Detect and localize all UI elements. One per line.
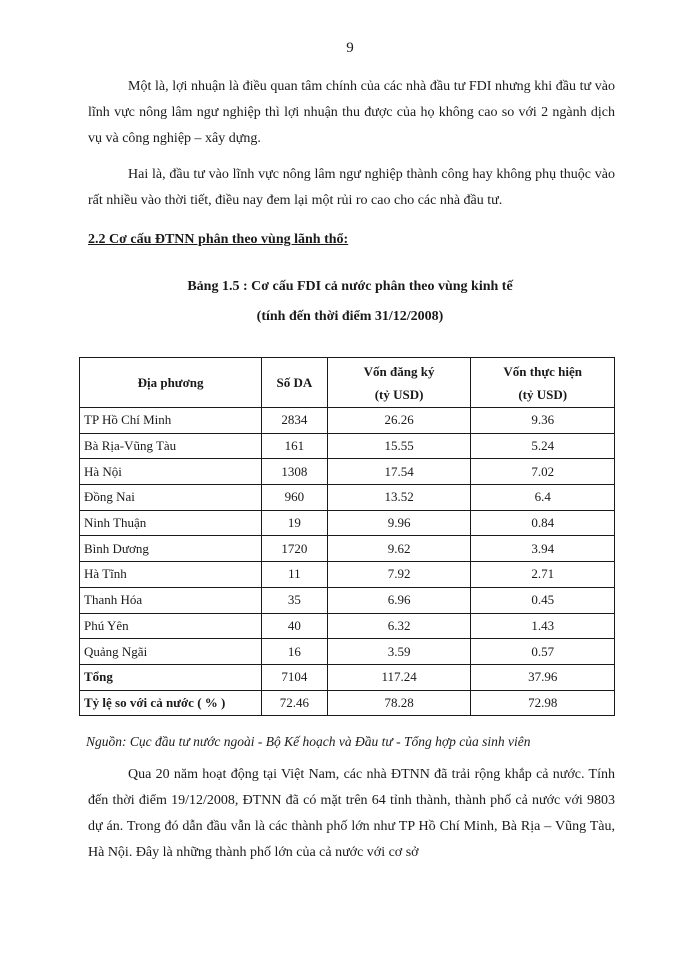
cell-place: Thanh Hóa [80, 587, 262, 613]
cell-place: Phú Yên [80, 613, 262, 639]
header-registered-line1: Vốn đăng ký [363, 363, 435, 379]
cell-registered: 117.24 [327, 664, 471, 690]
table-row [80, 485, 615, 511]
header-registered [327, 358, 471, 408]
paragraph-profit: Một là, lợi nhuận là điều quan tâm chính của các nhà đầu tư FDI nhưng khi đầu tư vào lĩnh vực nông lâm ngư nghiệp thì lợi nhuận thu được của họ không cao so với 2 ngành dịch vụ và công nghiệp – xây dựng. [88, 79, 615, 146]
cell-projects: 35 [262, 587, 328, 613]
table-row [80, 459, 615, 485]
table-row [80, 408, 615, 434]
cell-implemented: 0.84 [471, 510, 615, 536]
cell-implemented: 6.4 [471, 485, 615, 511]
table-row [80, 690, 615, 716]
cell-implemented: 9.36 [471, 408, 615, 434]
cell-projects: 7104 [262, 664, 328, 690]
table-subtitle: (tính đến thời điểm 31/12/2008) [256, 309, 444, 324]
cell-projects: 16 [262, 639, 328, 665]
header-implemented [471, 358, 615, 408]
table-row [80, 587, 615, 613]
cell-registered: 17.54 [327, 459, 471, 485]
paragraph-overview: Qua 20 năm hoạt động tại Việt Nam, các nhà ĐTNN đã trải rộng khắp cả nước. Tính đến thời điểm 19/12/2008, ĐTNN đã có mặt trên 64 tỉnh thành, thành phố cả nước với 9803 dự án. Trong đó dẫn đầu vẫn là các thành phố lớn như TP Hồ Chí Minh, Bà Rịa – Vũng Tàu, Hà Nội. Đây là những thành phố lớn của cả nước với cơ sở [88, 767, 615, 860]
cell-registered: 6.32 [327, 613, 471, 639]
cell-place: Ninh Thuận [80, 510, 262, 536]
table-row [80, 510, 615, 536]
paragraph-weather-risk: Hai là, đầu tư vào lĩnh vực nông lâm ngư nghiệp thành công hay không phụ thuộc vào rất nhiều vào thời tiết, điều nay đem lại một rủi ro cao cho các nhà đầu tư. [88, 167, 615, 208]
cell-implemented: 3.94 [471, 536, 615, 562]
section-heading: 2.2 Cơ cấu ĐTNN phân theo vùng lãnh thổ: [88, 232, 349, 247]
table-title: Bảng 1.5 : Cơ cấu FDI cả nước phân theo vùng kinh tế [187, 279, 513, 294]
table-row [80, 613, 615, 639]
cell-registered: 78.28 [327, 690, 471, 716]
cell-implemented: 37.96 [471, 664, 615, 690]
cell-projects: 1308 [262, 459, 328, 485]
cell-projects: 40 [262, 613, 328, 639]
cell-place: Bà Rịa-Vũng Tàu [80, 433, 262, 459]
table-row [80, 433, 615, 459]
table-row [80, 664, 615, 690]
cell-projects: 19 [262, 510, 328, 536]
cell-implemented: 0.57 [471, 639, 615, 665]
table-row [80, 639, 615, 665]
cell-implemented: 2.71 [471, 562, 615, 588]
cell-implemented: 5.24 [471, 433, 615, 459]
cell-implemented: 7.02 [471, 459, 615, 485]
cell-projects: 11 [262, 562, 328, 588]
header-implemented-line2: (tỷ USD) [518, 386, 568, 402]
cell-projects: 2834 [262, 408, 328, 434]
cell-implemented: 0.45 [471, 587, 615, 613]
cell-registered: 3.59 [327, 639, 471, 665]
cell-place: Tỷ lệ so với cả nước ( % ) [80, 690, 262, 716]
cell-place: TP Hồ Chí Minh [80, 408, 262, 434]
cell-place: Quảng Ngãi [80, 639, 262, 665]
cell-registered: 9.62 [327, 536, 471, 562]
cell-implemented: 1.43 [471, 613, 615, 639]
cell-implemented: 72.98 [471, 690, 615, 716]
cell-place: Hà Tĩnh [80, 562, 262, 588]
cell-registered: 15.55 [327, 433, 471, 459]
header-projects: Số DA [262, 358, 328, 408]
cell-projects: 1720 [262, 536, 328, 562]
cell-place: Đồng Nai [80, 485, 262, 511]
cell-place: Hà Nội [80, 459, 262, 485]
cell-projects: 72.46 [262, 690, 328, 716]
header-registered-line2: (tỷ USD) [374, 386, 424, 402]
table-row [80, 562, 615, 588]
cell-place: Bình Dương [80, 536, 262, 562]
cell-registered: 9.96 [327, 510, 471, 536]
page-number: 9 [346, 40, 354, 56]
cell-registered: 7.92 [327, 562, 471, 588]
source-note: Nguồn: Cục đầu tư nước ngoài - Bộ Kế hoạch và Đầu tư - Tổng hợp của sinh viên [86, 734, 531, 749]
header-implemented-line1: Vốn thực hiện [503, 363, 583, 379]
cell-place: Tổng [80, 664, 262, 690]
cell-registered: 6.96 [327, 587, 471, 613]
header-place: Địa phương [80, 358, 262, 408]
cell-projects: 960 [262, 485, 328, 511]
table-header-row [80, 358, 615, 408]
cell-registered: 26.26 [327, 408, 471, 434]
fdi-region-table [79, 357, 615, 716]
cell-registered: 13.52 [327, 485, 471, 511]
cell-projects: 161 [262, 433, 328, 459]
table-row [80, 536, 615, 562]
